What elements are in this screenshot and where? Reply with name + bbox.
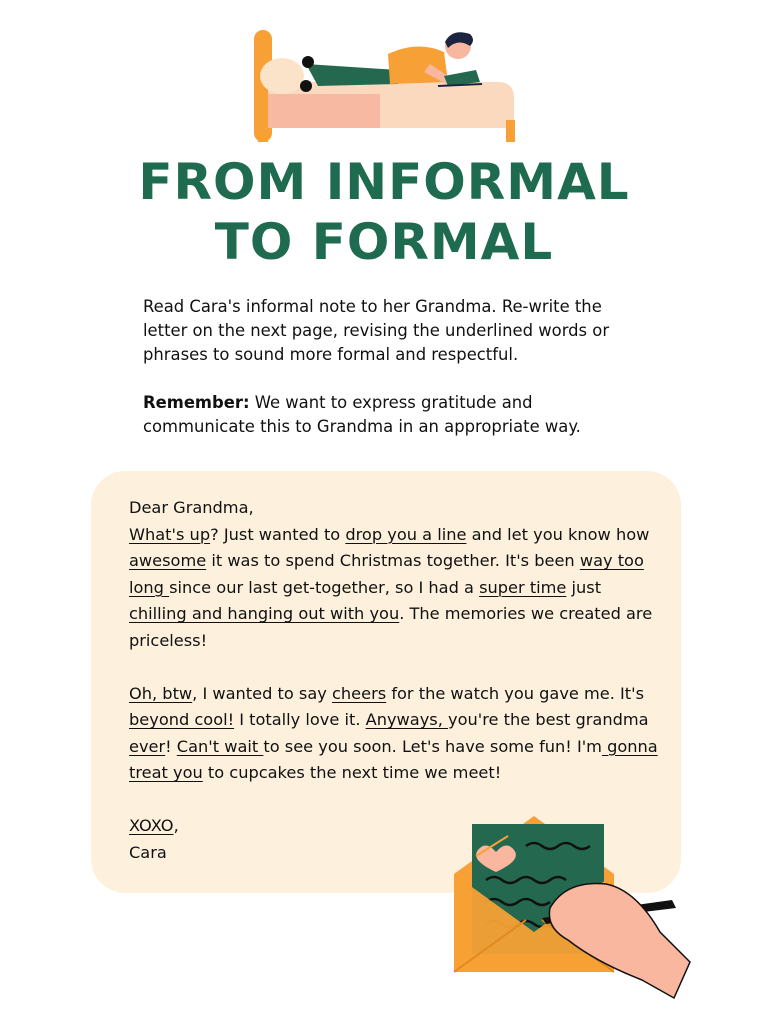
letter-paragraph-1	[129, 522, 659, 655]
underlined-phrase: way too long	[129, 551, 644, 597]
underlined-phrase: What's up	[129, 524, 211, 544]
underlined-phrase: Can't wait	[176, 736, 264, 756]
letter-text: !	[165, 736, 177, 756]
reminder-label: Remember:	[143, 393, 250, 412]
title-line-2: TO FORMAL	[214, 213, 554, 271]
letter-text: . The memories we created are priceless!	[129, 604, 653, 650]
writing-letter-icon	[446, 812, 696, 1002]
letter-text: just	[566, 577, 602, 597]
instructions	[143, 295, 643, 439]
letter-text: ? Just wanted to	[210, 524, 346, 544]
person-on-bed-icon	[248, 24, 524, 144]
underlined-phrase: Oh, btw	[129, 683, 193, 703]
page-title	[0, 152, 768, 272]
underlined-phrase: beyond cool!	[129, 710, 235, 729]
informal-letter	[129, 495, 659, 866]
letter-text: it was to spend Christmas together. It's been	[206, 551, 580, 570]
reminder-text: We want to express gratitude and communicate this to Grandma in an appropriate way.	[143, 393, 581, 436]
underlined-phrase: gonna treat you	[129, 736, 658, 782]
letter-text: and let you know how	[466, 524, 650, 544]
instructions-text: Read Cara's informal note to her Grandma. Re-write the letter on the next page, revising the underlined words or phrases to sound more formal and respectful.	[143, 297, 610, 364]
title-line-1: FROM INFORMAL	[138, 153, 630, 211]
underlined-phrase: Anyways,	[365, 710, 449, 729]
letter-text: I totally love it.	[234, 710, 366, 729]
signoff-punct: ,	[173, 816, 179, 835]
underlined-phrase: cheers	[332, 683, 387, 703]
underlined-phrase: ever	[129, 736, 166, 756]
letter-paragraph-2	[129, 681, 659, 787]
letter-text: you're the best grandma	[448, 710, 649, 729]
underlined-phrase: awesome	[129, 551, 207, 570]
signoff-word: XOXO	[129, 816, 174, 835]
letter-text: for the watch you gave me. It's	[386, 683, 645, 703]
reminder	[143, 391, 643, 439]
underlined-phrase: chilling and hanging out with you	[129, 604, 400, 623]
underlined-phrase: drop you a line	[345, 524, 467, 544]
letter-greeting: Dear Grandma,	[129, 498, 254, 517]
letter-signature: Cara	[129, 842, 167, 862]
letter-text: , I wanted to say	[192, 683, 332, 703]
underlined-phrase: super time	[479, 577, 567, 597]
letter-text: since our last get-together, so I had a	[169, 577, 480, 597]
letter-text: to see you soon. Let's have some fun! I'm	[263, 736, 602, 756]
letter-text: to cupcakes the next time we meet!	[202, 763, 502, 782]
